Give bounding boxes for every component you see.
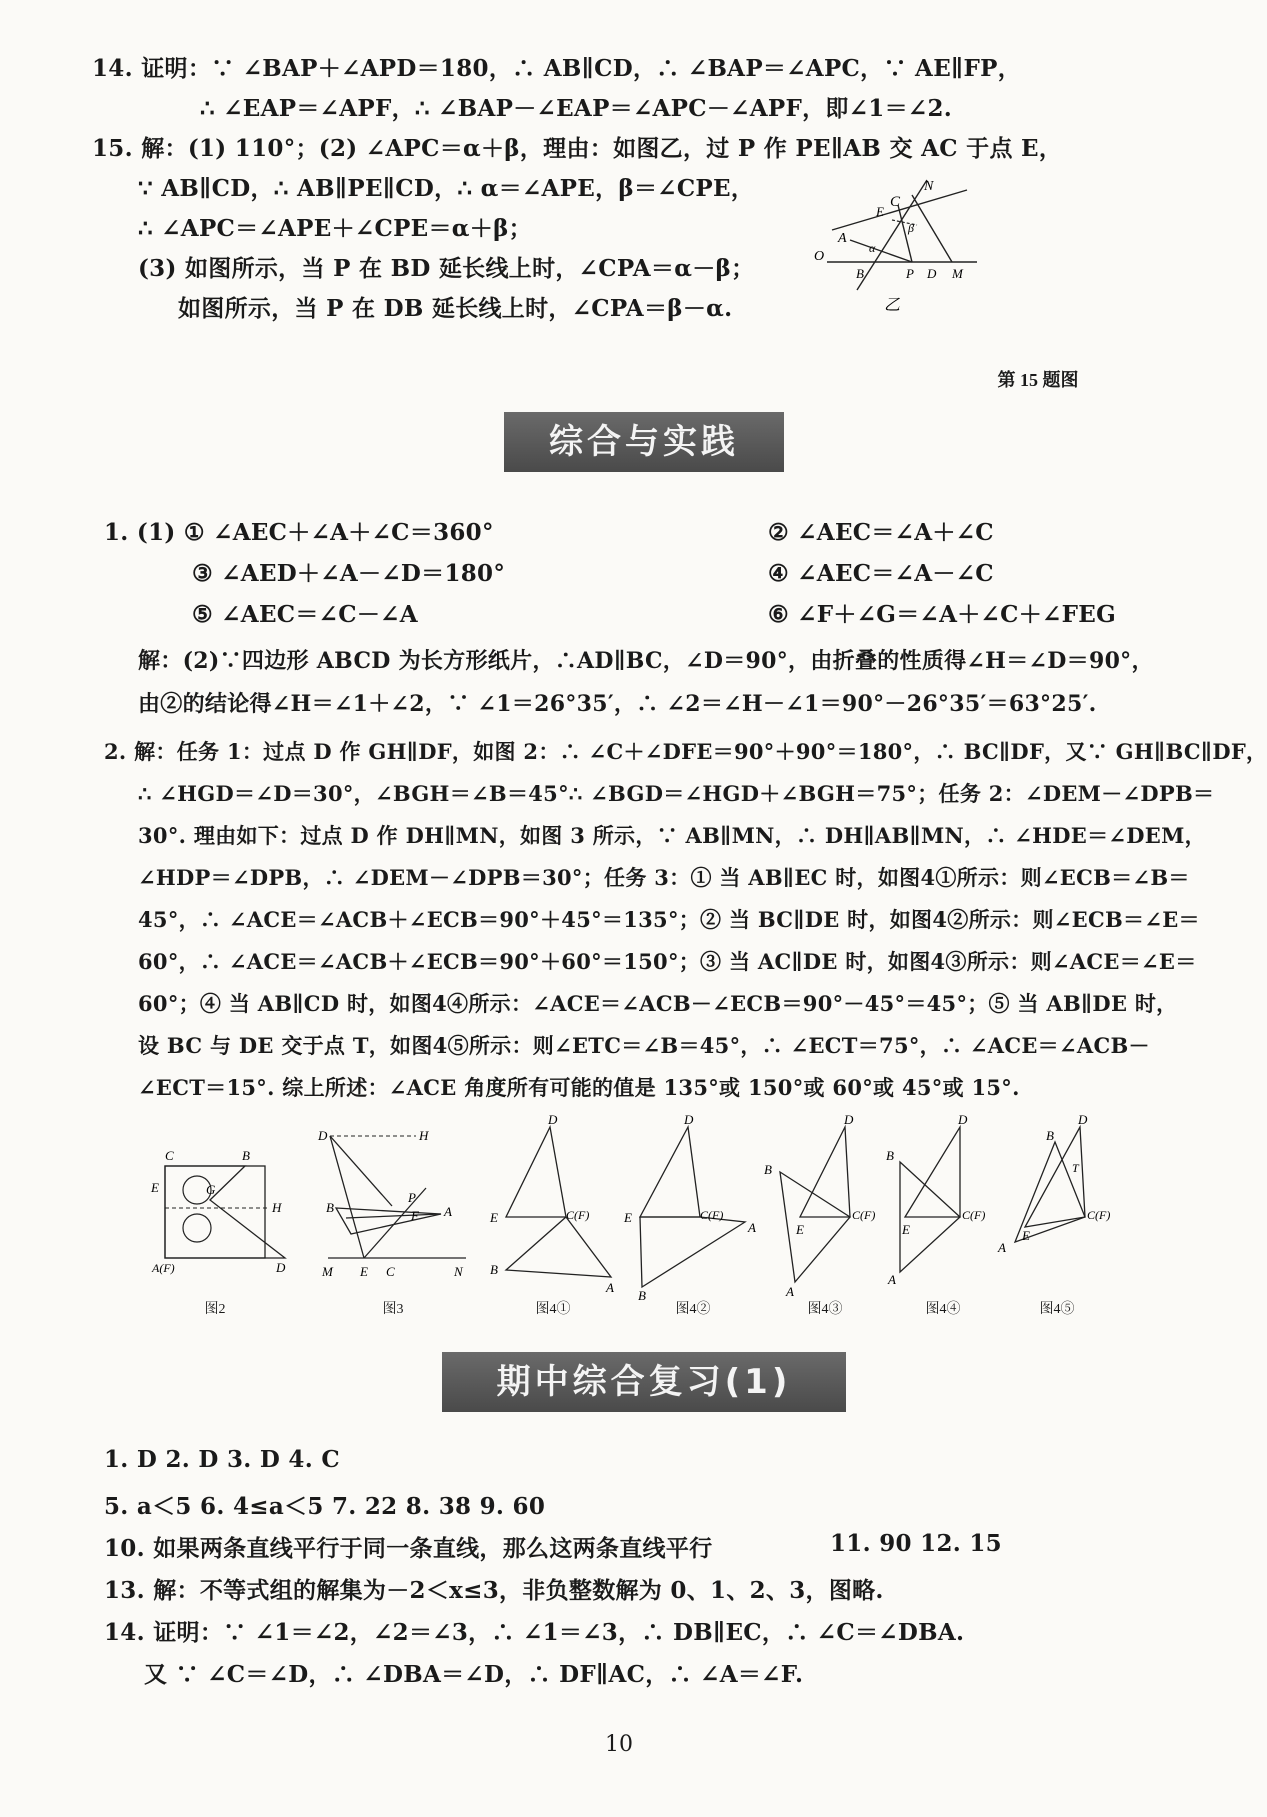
figure-4-4-caption: 图4④ [925, 1302, 961, 1317]
practice-2-line4: ∠HDP＝∠DPB，∴ ∠DEM－∠DPB＝30°；任务 3：① 当 AB∥EC 时，如图4①所示：则∠ECB＝∠B＝ [138, 865, 1190, 890]
midterm-row-3: 10. 如果两条直线平行于同一条直线，那么这两条直线平行 [104, 1535, 713, 1562]
svg-text:H: H [419, 1128, 429, 1143]
section-banner-midterm: 期中综合复习(1) [442, 1352, 846, 1412]
svg-text:D: D [958, 1112, 968, 1127]
svg-text:E: E [1022, 1228, 1030, 1243]
practice-1-row2-left: ③ ∠AED＋∠A－∠D＝180° [192, 560, 506, 587]
line-14-cont: ∴ ∠EAP＝∠APF，∴ ∠BAP－∠EAP＝∠APC－∠APF，即∠1＝∠2. [200, 95, 953, 122]
practice-2-line7: 60°；④ 当 AB∥CD 时，如图4④所示：∠ACE＝∠ACB－∠ECB＝90°－45°＝45°；⑤ 当 AB∥DE 时， [138, 991, 1178, 1016]
figure-4-3-caption: 图4③ [807, 1302, 843, 1317]
practice-1-row3-right: ⑥ ∠F＋∠G＝∠A＋∠C＋∠FEG [768, 601, 1117, 628]
svg-text:E: E [360, 1264, 368, 1279]
practice-1-row1-left: 1. (1) ① ∠AEC＋∠A＋∠C＝360° [104, 519, 494, 546]
svg-text:M: M [322, 1264, 333, 1279]
figure-2-caption: 图2 [204, 1302, 226, 1317]
midterm-row-5: 14. 证明：∵ ∠1＝∠2，∠2＝∠3，∴ ∠1＝∠3，∴ DB∥EC，∴ ∠C＝∠DBA. [104, 1619, 965, 1646]
label-m: M [952, 266, 963, 281]
midterm-row-1: 1. D 2. D 3. D 4. C [104, 1446, 340, 1473]
label-o: O [814, 249, 825, 264]
svg-text:N: N [454, 1264, 463, 1279]
line-14: 14. 证明：∵ ∠BAP＋∠APD＝180，∴ AB∥CD，∴ ∠BAP＝∠APC，∵ AE∥FP， [92, 55, 1022, 82]
svg-text:B: B [764, 1162, 772, 1177]
svg-text:E: E [151, 1180, 159, 1195]
label-a: A [838, 231, 847, 246]
figure-4-3 [760, 1112, 880, 1297]
practice-1-row3-left: ⑤ ∠AEC＝∠C－∠A [192, 601, 418, 628]
figure-4-2-caption: 图4② [675, 1302, 711, 1317]
svg-text:C(F): C(F) [566, 1208, 590, 1222]
figure-4-5-caption: 图4⑤ [1039, 1302, 1075, 1317]
svg-text:D: D [318, 1128, 328, 1143]
label-alpha: α [869, 241, 876, 255]
svg-text:A: A [786, 1284, 794, 1299]
svg-text:C(F): C(F) [962, 1208, 986, 1222]
svg-text:P: P [408, 1190, 416, 1205]
midterm-row-6: 又 ∵ ∠C＝∠D，∴ ∠DBA＝∠D，∴ DF∥AC，∴ ∠A＝∠F. [144, 1661, 804, 1688]
svg-text:D: D [276, 1260, 286, 1275]
figure-4-5 [990, 1112, 1120, 1297]
svg-text:C(F): C(F) [700, 1208, 724, 1222]
figure-3-caption: 图3 [382, 1302, 404, 1317]
figure-15-caption: 第 15 题图 [997, 370, 1079, 390]
label-p: P [906, 266, 914, 281]
line-15-e: 如图所示，当 P 在 DB 延长线上时，∠CPA＝β－α. [178, 295, 733, 322]
line-15-c: ∴ ∠APC＝∠APE＋∠CPE＝α＋β； [138, 215, 532, 242]
figure-4-1 [486, 1112, 626, 1295]
label-b: B [856, 266, 864, 281]
figure-15-sublabel: 乙 [884, 297, 901, 314]
svg-text:F: F [411, 1208, 419, 1223]
svg-text:D: D [548, 1112, 558, 1127]
practice-2-line6: 60°，∴ ∠ACE＝∠ACB＋∠ECB＝90°＋60°＝150°；③ 当 AC∥DE 时，如图4③所示：则∠ACE＝∠E＝ [138, 949, 1197, 974]
svg-text:D: D [844, 1112, 854, 1127]
svg-text:T: T [1072, 1161, 1079, 1175]
svg-text:E: E [796, 1222, 804, 1237]
practice-1-solution-cont: 由②的结论得∠H＝∠1＋∠2，∵ ∠1＝26°35′，∴ ∠2＝∠H－∠1＝90°－26°35′＝63°25′. [138, 691, 1097, 717]
practice-2-line5: 45°，∴ ∠ACE＝∠ACB＋∠ECB＝90°＋45°＝135°；② 当 BC∥DE 时，如图4②所示：则∠ECB＝∠E＝ [138, 907, 1200, 932]
page-number: 10 [605, 1732, 633, 1757]
line-15: 15. 解：(1) 110°；(2) ∠APC＝α＋β，理由：如图乙，过 P 作 PE∥AB 交 AC 于点 E， [92, 135, 1063, 162]
svg-text:B: B [490, 1262, 498, 1277]
label-beta: β [908, 221, 914, 235]
svg-text:C: C [165, 1148, 174, 1163]
svg-text:E: E [902, 1222, 910, 1237]
svg-text:C(F): C(F) [1087, 1208, 1111, 1222]
figure-4-1-caption: 图4① [535, 1302, 571, 1317]
svg-text:A(F): A(F) [152, 1261, 175, 1275]
svg-text:G: G [206, 1182, 216, 1197]
figure-15 [812, 180, 992, 320]
svg-text:A: A [606, 1280, 614, 1295]
practice-1-row1-right: ② ∠AEC＝∠A＋∠C [768, 519, 994, 546]
svg-text:B: B [326, 1200, 334, 1215]
svg-text:H: H [272, 1200, 282, 1215]
svg-text:E: E [490, 1210, 498, 1225]
midterm-row-4: 13. 解：不等式组的解集为－2＜x≤3，非负整数解为 0、1、2、3，图略. [104, 1577, 884, 1604]
figure-2 [150, 1148, 290, 1278]
practice-2-line3: 30°. 理由如下：过点 D 作 DH∥MN，如图 3 所示，∵ AB∥MN，∴ DH∥AB∥MN，∴ ∠HDE＝∠DEM， [138, 823, 1206, 848]
midterm-row-3-right: 11. 90 12. 15 [830, 1530, 1002, 1557]
svg-text:B: B [638, 1288, 646, 1303]
figure-4-2 [620, 1112, 765, 1303]
svg-text:B: B [1046, 1128, 1054, 1143]
svg-text:D: D [1078, 1112, 1088, 1127]
midterm-row-2: 5. a＜5 6. 4≤a＜5 7. 22 8. 38 9. 60 [104, 1493, 546, 1520]
svg-text:E: E [624, 1210, 632, 1225]
label-c: C [890, 194, 901, 210]
label-d: D [927, 266, 937, 281]
practice-2-line8: 设 BC 与 DE 交于点 T，如图4⑤所示：则∠ETC＝∠B＝45°，∴ ∠ECT＝75°，∴ ∠ACE＝∠ACB－ [138, 1033, 1150, 1058]
svg-text:D: D [684, 1112, 694, 1127]
svg-text:A: A [888, 1272, 896, 1287]
practice-1-solution: 解：(2)∵四边形 ABCD 为长方形纸片，∴AD∥BC，∠D＝90°，由折叠的性质得∠H＝∠D＝90°， [138, 648, 1154, 674]
svg-text:A: A [998, 1240, 1006, 1255]
label-n: N [924, 179, 934, 194]
practice-1-row2-right: ④ ∠AEC＝∠A－∠C [768, 560, 994, 587]
practice-2-line2: ∴ ∠HGD＝∠D＝30°，∠BGH＝∠B＝45°∴ ∠BGD＝∠HGD＋∠BGH＝75°；任务 2：∠DEM－∠DPB＝ [138, 781, 1215, 806]
section-banner-practice: 综合与实践 [504, 412, 784, 472]
svg-text:B: B [886, 1148, 894, 1163]
svg-text:B: B [242, 1148, 250, 1163]
label-e: E [876, 204, 884, 219]
practice-2-line9: ∠ECT＝15°. 综上所述：∠ACE 角度所有可能的值是 135°或 150°或 60°或 45°或 15°. [138, 1075, 1020, 1100]
figure-3 [316, 1126, 476, 1286]
svg-text:C: C [386, 1264, 395, 1279]
figure-4-4 [880, 1112, 1000, 1297]
line-15-d: (3) 如图所示，当 P 在 BD 延长线上时，∠CPA＝α－β； [138, 255, 755, 282]
line-15-b: ∵ AB∥CD，∴ AB∥PE∥CD，∴ α＝∠APE，β＝∠CPE， [138, 175, 755, 202]
svg-text:C(F): C(F) [852, 1208, 876, 1222]
svg-text:A: A [748, 1220, 756, 1235]
svg-text:A: A [444, 1204, 452, 1219]
practice-2-line1: 2. 解：任务 1：过点 D 作 GH∥DF，如图 2：∴ ∠C＋∠DFE＝90°＋90°＝180°，∴ BC∥DF，又∵ GH∥BC∥DF， [104, 739, 1267, 764]
